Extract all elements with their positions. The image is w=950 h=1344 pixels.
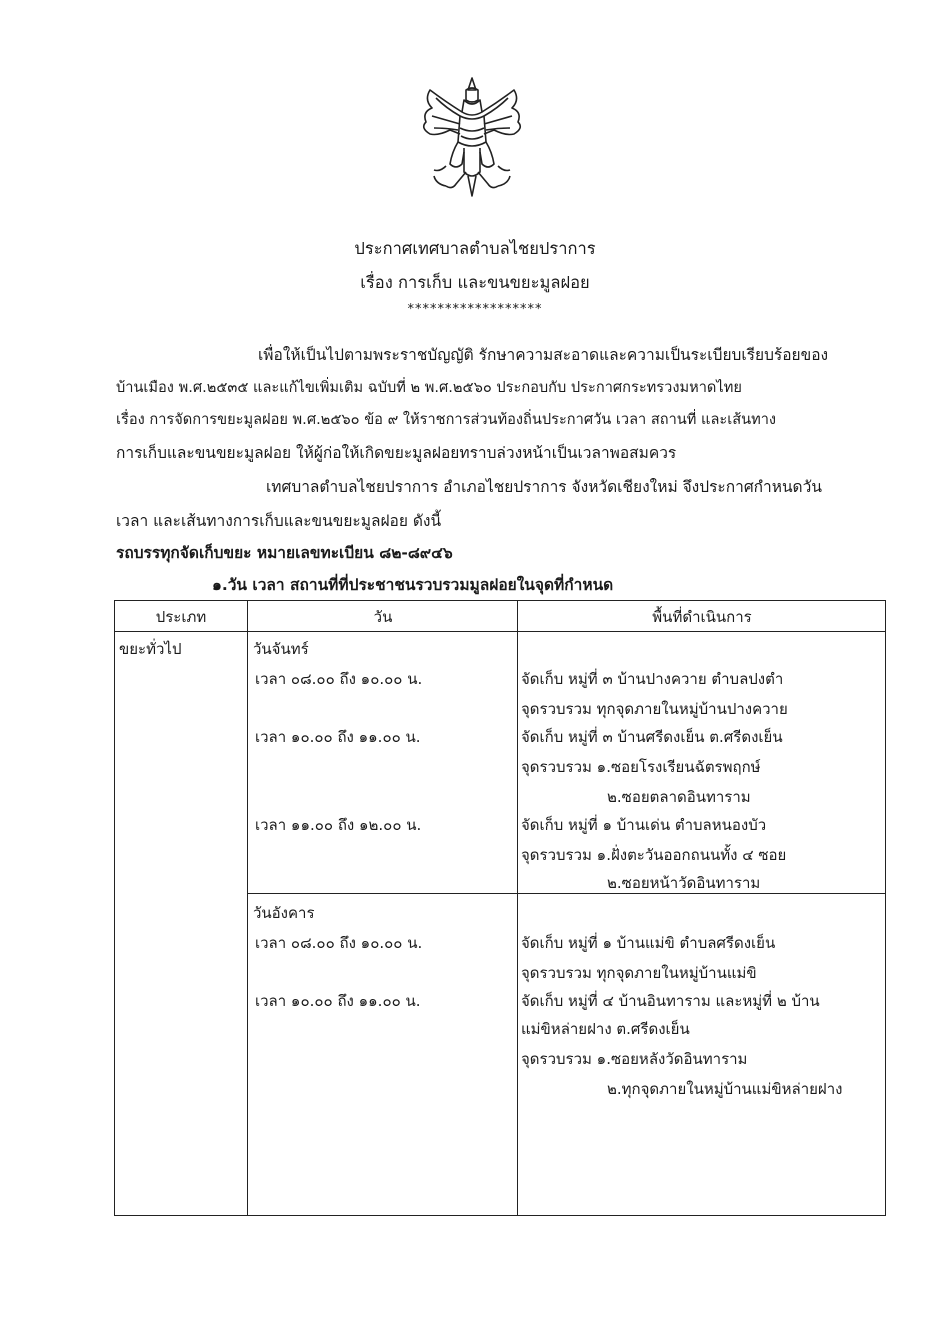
area-line: ๒.ซอยตลาดอินทาราม bbox=[607, 788, 751, 806]
area-line: จุดรวบรวม ทุกจุดภายในหมู่บ้านแม่ขิ bbox=[521, 964, 757, 982]
truck-registration: รถบรรทุกจัดเก็บขยะ หมายเลขทะเบียน ๘๒-๘๙๔๖ bbox=[116, 544, 453, 562]
header-divider bbox=[115, 631, 885, 632]
time-slot: เวลา ๑๑.๐๐ ถึง ๑๒.๐๐ น. bbox=[255, 816, 422, 834]
column-divider bbox=[517, 601, 518, 1215]
day-tuesday: วันอังคาร bbox=[253, 904, 315, 922]
area-line: แม่ขิหล่ายฝาง ต.ศรีดงเย็น bbox=[521, 1020, 690, 1038]
area-line: จุดรวบรวม ๑.ซอยหลังวัดอินทาราม bbox=[521, 1050, 748, 1068]
body-paragraph-1-line-2: บ้านเมือง พ.ศ.๒๕๓๕ และแก้ไขเพิ่มเติม ฉบับที่ ๒ พ.ศ.๒๕๖๐ ประกอบกับ ประกาศกระทรวงมหาดไทย bbox=[116, 379, 742, 396]
section-heading: ๑.วัน เวลา สถานที่ที่ประชาชนรวบรวมมูลฝอยในจุดที่กำหนด bbox=[212, 576, 614, 594]
area-line: จุดรวบรวม ทุกจุดภายในหมู่บ้านปางควาย bbox=[521, 700, 788, 718]
announcement-title: ประกาศเทศบาลตำบลไชยปราการ bbox=[354, 239, 596, 258]
area-line: ๒.ซอยหน้าวัดอินทาราม bbox=[607, 874, 761, 892]
time-slot: เวลา ๐๘.๐๐ ถึง ๑๐.๐๐ น. bbox=[255, 670, 423, 688]
header-area: พื้นที่ดำเนินการ bbox=[652, 608, 752, 626]
area-line: จัดเก็บ หมู่ที่ ๓ บ้านปางควาย ตำบลปงตำ bbox=[521, 670, 784, 688]
body-paragraph-1-line-3: เรื่อง การจัดการขยะมูลฝอย พ.ศ.๒๕๖๐ ข้อ ๙ ให้ราชการส่วนท้องถิ่นประกาศวัน เวลา สถานที่ และเส้นทาง bbox=[116, 411, 777, 428]
time-slot: เวลา ๑๐.๐๐ ถึง ๑๑.๐๐ น. bbox=[255, 992, 421, 1010]
body-paragraph-2-line-1: เทศบาลตำบลไชยปราการ อำเภอไชยปราการ จังหวัดเชียงใหม่ จึงประกาศกำหนดวัน bbox=[266, 478, 822, 496]
body-paragraph-1-line-4: การเก็บและขนขยะมูลฝอย ให้ผู้ก่อให้เกิดขยะมูลฝอยทราบล่วงหน้าเป็นเวลาพอสมควร bbox=[116, 444, 677, 462]
area-line: จัดเก็บ หมู่ที่ ๔ บ้านอินทาราม และหมู่ที่ ๒ บ้าน bbox=[521, 992, 820, 1010]
garuda-emblem bbox=[416, 72, 528, 200]
collection-schedule-table bbox=[114, 600, 886, 1216]
waste-category: ขยะทั่วไป bbox=[119, 640, 182, 658]
area-line: จุดรวบรวม ๑.ฝั่งตะวันออกถนนทั้ง ๔ ซอย bbox=[521, 846, 787, 864]
title-separator: ****************** bbox=[407, 302, 543, 317]
body-paragraph-1-line-1: เพื่อให้เป็นไปตามพระราชบัญญัติ รักษาความสะอาดและความเป็นระเบียบเรียบร้อยของ bbox=[258, 346, 829, 364]
area-line: จัดเก็บ หมู่ที่ ๑ บ้านเด่น ตำบลหนองบัว bbox=[521, 816, 767, 834]
time-slot: เวลา ๑๐.๐๐ ถึง ๑๑.๐๐ น. bbox=[255, 728, 421, 746]
announcement-subject: เรื่อง การเก็บ และขนขยะมูลฝอย bbox=[360, 273, 590, 292]
area-line: จัดเก็บ หมู่ที่ ๑ บ้านแม่ขิ ตำบลศรีดงเย็น bbox=[521, 934, 776, 952]
day-monday: วันจันทร์ bbox=[253, 640, 309, 658]
header-day: วัน bbox=[373, 608, 393, 626]
area-line: จัดเก็บ หมู่ที่ ๓ บ้านศรีดงเย็น ต.ศรีดงเย็น bbox=[521, 728, 783, 746]
body-paragraph-2-line-2: เวลา และเส้นทางการเก็บและขนขยะมูลฝอย ดังนี้ bbox=[116, 512, 442, 530]
day-divider bbox=[247, 893, 885, 894]
time-slot: เวลา ๐๘.๐๐ ถึง ๑๐.๐๐ น. bbox=[255, 934, 423, 952]
area-line: ๒.ทุกจุดภายในหมู่บ้านแม่ขิหล่ายฝาง bbox=[607, 1080, 843, 1098]
header-type: ประเภท bbox=[155, 608, 207, 626]
column-divider bbox=[247, 601, 248, 1215]
area-line: จุดรวบรวม ๑.ซอยโรงเรียนฉัตรพฤกษ์ bbox=[521, 758, 761, 776]
